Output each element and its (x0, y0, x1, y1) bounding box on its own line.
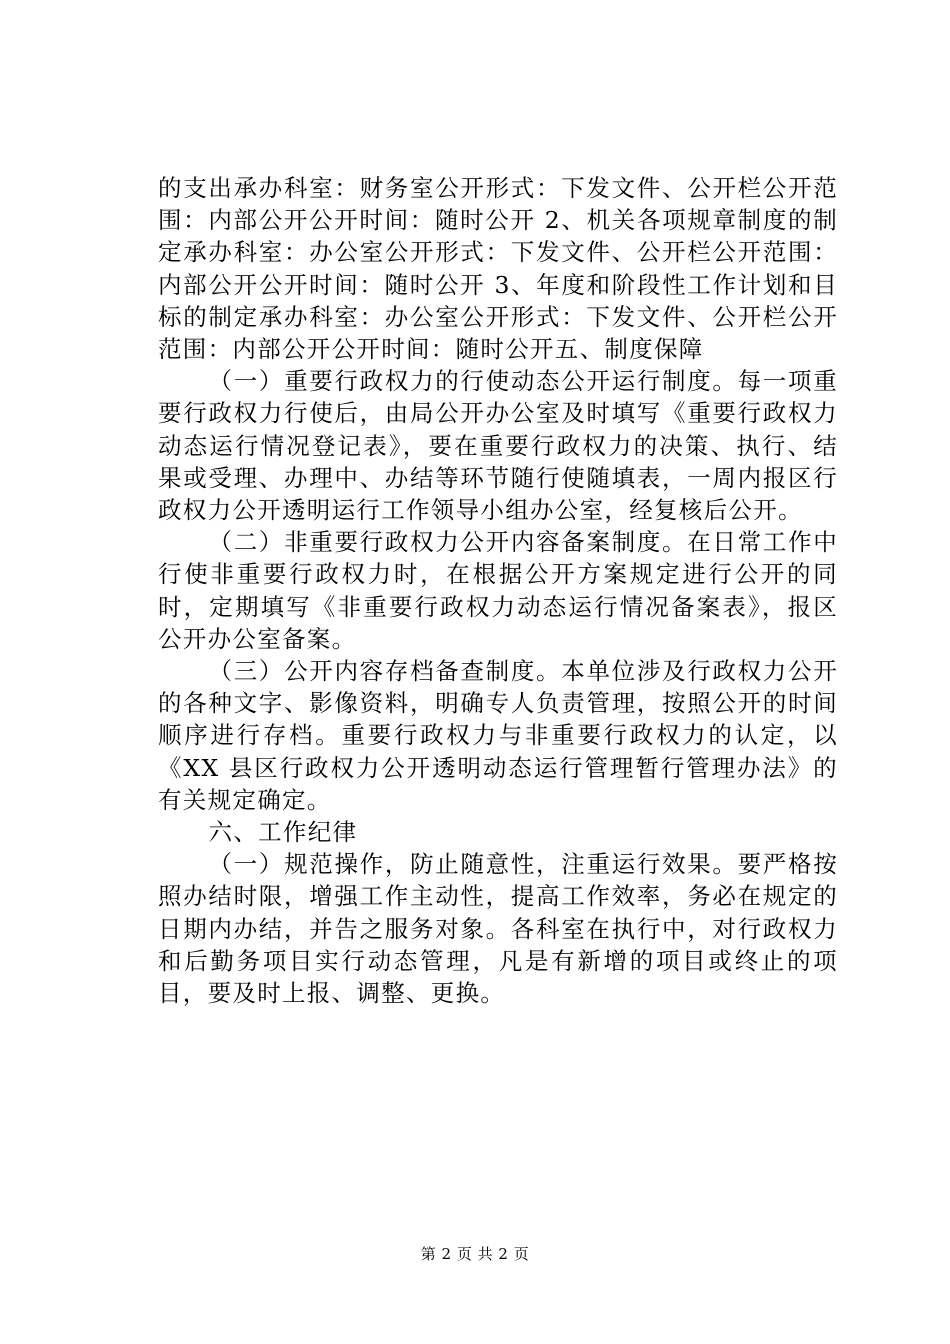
page-number-label: 第 2 页 共 2 页 (420, 1245, 530, 1263)
section-heading-work-discipline: 六、工作纪律 (208, 818, 358, 847)
paragraph-archive-system: （三）公开内容存档备查制度。本单位涉及行政权力公开的各种文字、影像资料，明确专人负责管理，按照公开的时间顺序进行存档。重要行政权力与非重要行政权力的认定，以《XX 县区行政权力公开透明动态运行管理暂行管理办法》的有关规定确定。 (158, 657, 838, 814)
paragraph-disclosure-items: 的支出承办科室：财务室公开形式：下发文件、公开栏公开范围：内部公开公开时间：随时公开 2、机关各项规章制度的制定承办科室：办公室公开形式：下发文件、公开栏公开范围：内部公开公开时间：随时公开 3、年度和阶段性工作计划和目标的制定承办科室：办公室公开形式：下发文件、公开栏公开范围：内部公开公开时间：随时公开五、制度保障 (158, 174, 838, 364)
paragraph-major-power-system: （一）重要行政权力的行使动态公开运行制度。每一项重要行政权力行使后，由局公开办公室及时填写《重要行政权力动态运行情况登记表》，要在重要行政权力的决策、执行、结果或受理、办理中、办结等环节随行使随填表，一周内报区行政权力公开透明运行工作领导小组办公室，经复核后公开。 (158, 367, 838, 525)
paragraph-minor-power-filing: （二）非重要行政权力公开内容备案制度。在日常工作中行使非重要行政权力时，在根据公开方案规定进行公开的同时，定期填写《非重要行政权力动态运行情况备案表》，报区公开办公室备案。 (158, 528, 838, 653)
paragraph-standard-operation: （一）规范操作，防止随意性，注重运行效果。要严格按照办结时限，增强工作主动性，提高工作效率，务必在规定的日期内办结，并告之服务对象。各科室在执行中，对行政权力和后勤务项目实行动态管理，凡是有新增的项目或终止的项目，要及时上报、调整、更换。 (158, 850, 838, 1008)
document-body (158, 172, 838, 1009)
page-footer (0, 1244, 950, 1264)
